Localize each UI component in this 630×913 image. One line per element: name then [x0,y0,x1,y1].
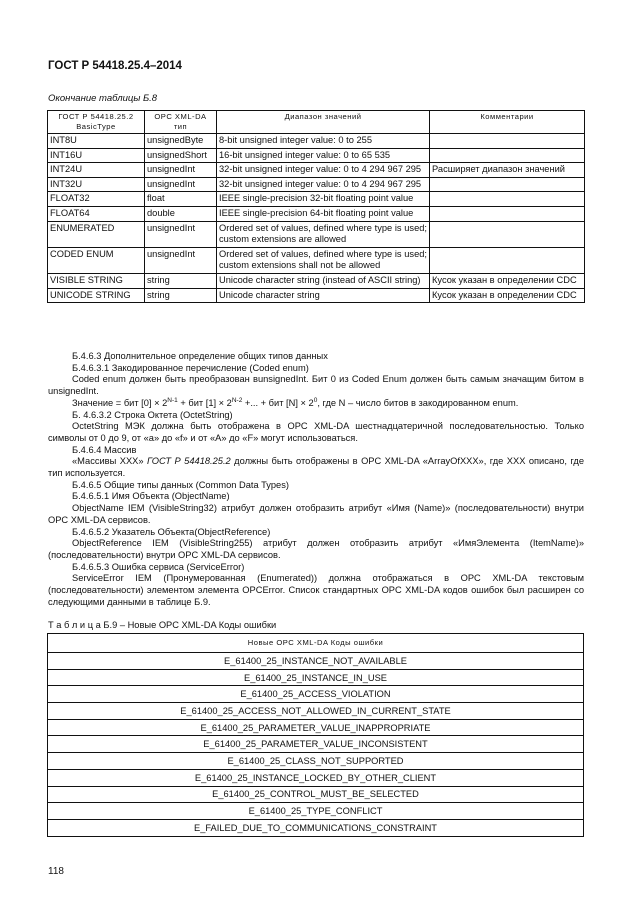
range-cell: 8-bit unsigned integer value: 0 to 255 [217,134,430,149]
opc-type-cell: string [145,288,217,303]
error-code-cell: E_61400_25_INSTANCE_LOCKED_BY_OTHER_CLIENT [48,769,584,786]
basictype-cell: INT16U [48,148,145,163]
section-heading: Б.4.6.5 Общие типы данных (Common Data Types) [72,479,289,490]
comment-cell [430,177,585,192]
table-b8 [47,110,585,303]
table-row [48,221,585,247]
range-cell: Ordered set of values, defined where type is used; custom extensions are allowed [217,221,430,247]
comment-cell [430,206,585,221]
comment-cell: Кусок указан в определении CDC [430,288,585,303]
range-cell: 16-bit unsigned integer value: 0 to 65 535 [217,148,430,163]
opc-type-cell: unsignedInt [145,221,217,247]
opc-type-cell: unsignedInt [145,177,217,192]
opc-type-cell: unsignedInt [145,163,217,178]
table-row [48,206,585,221]
range-cell: 32-bit unsigned integer value: 0 to 4 294 967 295 [217,163,430,178]
column-header-comments: Комментарии [430,111,585,134]
formula-exponent: N-2 [231,396,243,404]
paragraph: Coded enum должен быть преобразован вunsignedInt. Бит 0 из Coded Enum должен быть самым значащим битом в unsignedInt. [48,374,584,397]
formula-part: +... + бит [N] × 2 [242,397,314,408]
basictype-cell: INT8U [48,134,145,149]
opc-type-cell: double [145,206,217,221]
paragraph: ServiceError IEM (Пронумерованная (Enumerated)) должна отображаться в OPC XML-DA текстовым (последовательности) элементом элемента OPCError. Список стандартных OPC XML-DA кодов ошибок был расширен со следующими данными в таблице Б.9. [48,573,584,607]
comment-cell: Расширяет диапазон значений [430,163,585,178]
table-b9-caption [48,620,276,630]
opc-type-cell: string [145,273,217,288]
table-row [48,177,585,192]
paragraph: ObjectReference IEM (VisibleString255) атрибут должен отобразить атрибут «ИмяЭлемента (ItemName)» (последовательности) внутри OPC XML-DA сервисов. [48,538,584,560]
standard-reference: ГОСТ Р 54418.25.2 [147,456,231,467]
table-row [48,653,584,670]
table-row [48,769,584,786]
section-heading: Б.4.6.5.2 Указатель Объекта(ObjectReference) [72,526,271,537]
section-heading: Б.4.6.3.1 Закодированное перечисление (Coded enum) [72,362,309,373]
error-code-cell: E_61400_25_CONTROL_MUST_BE_SELECTED [48,786,584,803]
basictype-cell: FLOAT32 [48,192,145,207]
comment-cell [430,148,585,163]
table-row [48,247,585,273]
formula-exponent: 0 [313,396,318,404]
comment-cell [430,134,585,149]
caption-rest: Б.9 – Новые OPC XML-DA Коды ошибки [100,620,277,630]
table-row [48,819,584,836]
basictype-cell: UNICODE STRING [48,288,145,303]
range-cell: Unicode character string (instead of ASCII string) [217,273,430,288]
opc-type-cell: float [145,192,217,207]
error-code-cell: E_61400_25_ACCESS_VIOLATION [48,686,584,703]
body-text [48,351,584,608]
table-row [48,288,585,303]
formula-part: Значение = бит [0] × 2 [72,397,168,408]
table-b8-header-row [48,111,585,134]
paragraph: ObjectName IEM (VisibleString32) атрибут должен отобразить атрибут «Имя (Name)» (последовательности) внутри OPC XML-DA сервисов. [48,503,584,525]
error-code-cell: E_61400_25_PARAMETER_VALUE_INAPPROPRIATE [48,719,584,736]
error-code-cell: E_61400_25_CLASS_NOT_SUPPORTED [48,753,584,770]
error-code-cell: E_61400_25_INSTANCE_IN_USE [48,669,584,686]
opc-type-cell: unsignedInt [145,247,217,273]
table-row [48,753,584,770]
basictype-cell: CODED ENUM [48,247,145,273]
comment-cell [430,192,585,207]
range-cell: Ordered set of values, defined where type is used; custom extensions shall not be allowed [217,247,430,273]
table-b9 [47,633,584,837]
page-number: 118 [48,866,64,877]
error-code-cell: E_61400_25_ACCESS_NOT_ALLOWED_IN_CURRENT_STATE [48,703,584,720]
range-cell: IEEE single-precision 64-bit floating point value [217,206,430,221]
section-heading: Б. 4.6.3.2 Строка Октета (OctetString) [72,409,233,420]
table-row [48,148,585,163]
comment-cell: Кусок указан в определении CDC [430,273,585,288]
column-header-basictype: ГОСТ Р 54418.25.2 BasicType [48,111,145,134]
section-heading: Б.4.6.5.1 Имя Объекта (ObjectName) [72,491,230,502]
section-heading: Б.4.6.5.3 Ошибка сервиса (ServiceError) [72,561,245,572]
formula [48,398,584,410]
error-code-cell: E_FAILED_DUE_TO_COMMUNICATIONS_CONSTRAINT [48,819,584,836]
table-row [48,163,585,178]
table-row [48,273,585,288]
column-header-range: Диапазон значений [217,111,430,134]
range-cell: IEEE single-precision 32-bit floating point value [217,192,430,207]
column-header-error-codes: Новые OPC XML-DA Коды ошибки [48,634,584,653]
section-heading: Б.4.6.3 Дополнительное определение общих типов данных [72,351,328,361]
caption-lead: Т а б л и ц а [48,620,101,630]
basictype-cell: INT24U [48,163,145,178]
table-b9-header-row [48,634,584,653]
table-row [48,703,584,720]
opc-type-cell: unsignedShort [145,148,217,163]
comment-cell [430,221,585,247]
table-row [48,803,584,820]
error-code-cell: E_61400_25_INSTANCE_NOT_AVAILABLE [48,653,584,670]
basictype-cell: ENUMERATED [48,221,145,247]
text-part: должны быть отображены в OPC XML-DA «ArrayOfXXX», где XXX описано, где тип используется. [48,456,584,479]
table-row [48,192,585,207]
basictype-cell: INT32U [48,177,145,192]
paragraph [48,456,584,479]
text-part: «Массивы XXX» [72,456,147,467]
formula-part: , где N – число битов в закодированном enum. [317,397,519,408]
paragraph: OctetString МЭК должна быть отображена в OPC XML-DA шестнадцатеричной последовательностью. Только символы от 0 до 9, от «a» до «f» и от «A» до «F» могут использоваться. [48,421,584,443]
error-code-cell: E_61400_25_TYPE_CONFLICT [48,803,584,820]
document-header: ГОСТ Р 54418.25.4–2014 [48,60,182,72]
section-heading: Б.4.6.4 Массив [72,444,137,455]
opc-type-cell: unsignedByte [145,134,217,149]
formula-exponent: N-1 [167,396,178,404]
range-cell: 32-bit unsigned integer value: 0 to 4 294 967 295 [217,177,430,192]
table-b8-caption: Окончание таблицы Б.8 [48,93,158,104]
table-row [48,719,584,736]
range-cell: Unicode character string [217,288,430,303]
error-code-cell: E_61400_25_PARAMETER_VALUE_INCONSISTENT [48,736,584,753]
table-row [48,736,584,753]
table-row [48,669,584,686]
table-row [48,786,584,803]
column-header-opc-type: OPC XML-DA тип [145,111,217,134]
basictype-cell: FLOAT64 [48,206,145,221]
table-row [48,134,585,149]
basictype-cell: VISIBLE STRING [48,273,145,288]
comment-cell [430,247,585,273]
table-row [48,686,584,703]
formula-part: + бит [1] × 2 [177,397,232,408]
